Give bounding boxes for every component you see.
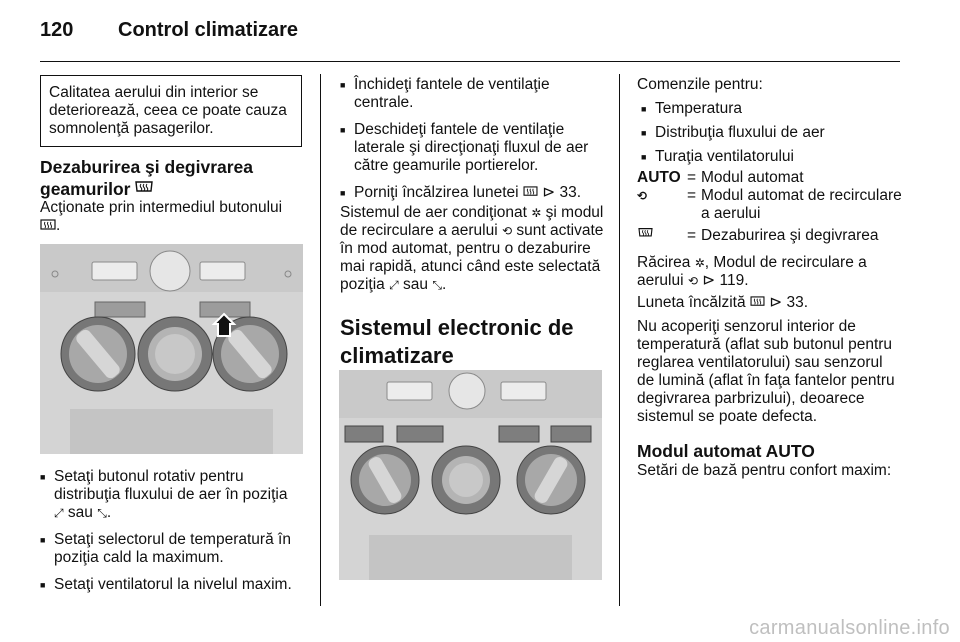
section-intro: Acţionate prin intermediul butonului . bbox=[40, 199, 283, 234]
auto-recirculation-icon: ⟲ bbox=[637, 189, 648, 203]
snowflake-icon: ✲ bbox=[694, 256, 705, 270]
center-knob bbox=[138, 317, 212, 391]
list-item: ■ Distribuţia fluxului de aer bbox=[641, 124, 902, 142]
header-rule bbox=[40, 61, 900, 62]
airflow-floor-windshield-icon: ⤢ bbox=[54, 506, 64, 520]
warning-paragraph: Nu acoperiţi senzorul interior de temperatură (aflat sub butonul pentru reglarea ventilatorului) sau senzorul de lumină (aflat în faţa fantelor pentru degivrarea parbrizului), deoarece sistemul se poate defecta. bbox=[637, 318, 895, 425]
cooling-paragraph: Răcirea ✲, Modul de recirculare a aerului ⟲ ⊳ 119. bbox=[637, 254, 867, 289]
col1-bullets bbox=[40, 468, 305, 594]
airflow-windshield-icon: ⤡ bbox=[432, 278, 442, 292]
manual-climate-control-figure bbox=[40, 244, 303, 454]
list-item: ■ Închideţi fantele de ventilaţie centrale. bbox=[340, 76, 605, 112]
subsection-title: Modul automat AUTO bbox=[637, 441, 815, 461]
legend-row: AUTO = Modul automat bbox=[637, 169, 804, 186]
rear-window-heat-icon bbox=[750, 296, 765, 308]
list-item: ■ Setaţi butonul rotativ pentru distribuţia fluxului de aer în poziţia ⤢ sau ⤡. bbox=[40, 468, 305, 522]
manual-climate-panel-drawing bbox=[40, 244, 303, 454]
windshield-defrost-icon bbox=[135, 180, 153, 196]
page-number: 120 bbox=[40, 19, 74, 41]
right-knob bbox=[517, 446, 585, 514]
col2-bullets bbox=[340, 76, 605, 202]
rear-window-paragraph: Luneta încălzită ⊳ 33. bbox=[637, 294, 809, 311]
section-heading: Sistemul electronic de climatizare bbox=[340, 315, 574, 368]
note-text: Calitatea aerului din interior se deteriorează, ceea ce poate cauza somnolenţă pasagerilor. bbox=[49, 84, 287, 137]
left-knob bbox=[61, 317, 135, 391]
section-title: Dezaburirea şi degivrarea geamurilor bbox=[40, 157, 254, 199]
left-knob bbox=[351, 446, 419, 514]
legend-row: = Dezaburirea şi degivrarea bbox=[637, 223, 902, 245]
page-ref-arrow-icon: ⊳ bbox=[542, 184, 556, 201]
airflow-floor-windshield-icon: ⤢ bbox=[389, 278, 399, 292]
watermark: carmanualsonline.info bbox=[749, 617, 950, 639]
column-divider bbox=[619, 74, 620, 606]
controls-list bbox=[637, 76, 902, 166]
electronic-climate-control-figure bbox=[339, 370, 602, 580]
list-item: ■ Turaţia ventilatorului bbox=[641, 148, 902, 166]
list-item: ■ Porniţi încălzirea lunetei ⊳ 33. bbox=[340, 184, 605, 202]
rear-window-heat-icon bbox=[523, 186, 538, 198]
page-ref-arrow-icon: ⊳ bbox=[769, 294, 783, 311]
page-title: Control climatizare bbox=[118, 19, 299, 41]
list-item: ■ Deschideţi fantele de ventilaţie laterale şi direcţionaţi fluxul de aer către geamurile portierelor. bbox=[340, 121, 605, 175]
list-item: ■ Temperatura bbox=[641, 100, 902, 118]
list-item: ■ Setaţi ventilatorul la nivelul maxim. bbox=[40, 576, 305, 594]
center-knob bbox=[432, 446, 500, 514]
info-note-box bbox=[40, 75, 302, 147]
windshield-defrost-icon bbox=[637, 227, 654, 240]
auto-intro: Setări de bază pentru confort maxim: bbox=[637, 462, 892, 479]
rear-window-heat-icon bbox=[40, 219, 56, 232]
controls-intro: Comenzile pentru: bbox=[637, 76, 763, 93]
page-ref-arrow-icon: ⊳ bbox=[702, 272, 716, 289]
recirculation-icon: ⟲ bbox=[687, 274, 698, 288]
legend-row: ⟲ = Modul automat de recirculare a aerului bbox=[637, 187, 902, 222]
list-item: ■ Setaţi selectorul de temperatură în poziţia cald la maximum. bbox=[40, 531, 305, 567]
recirculation-icon: ⟲ bbox=[501, 224, 513, 238]
airflow-windshield-icon: ⤡ bbox=[97, 506, 107, 520]
button-legend bbox=[637, 169, 902, 245]
col2-paragraph: Sistemul de aer condiţionat ✲ şi modul de recirculare a aerului ⟲ sunt activate în mod automat, pentru o dezaburire mai rapidă, atunci când este selectată poziţia ⤢ sau ⤡. bbox=[340, 204, 604, 293]
column-divider bbox=[320, 74, 321, 606]
electronic-climate-panel-drawing bbox=[339, 370, 602, 580]
legend-key: AUTO bbox=[637, 169, 681, 186]
snowflake-icon: ✲ bbox=[531, 206, 542, 220]
